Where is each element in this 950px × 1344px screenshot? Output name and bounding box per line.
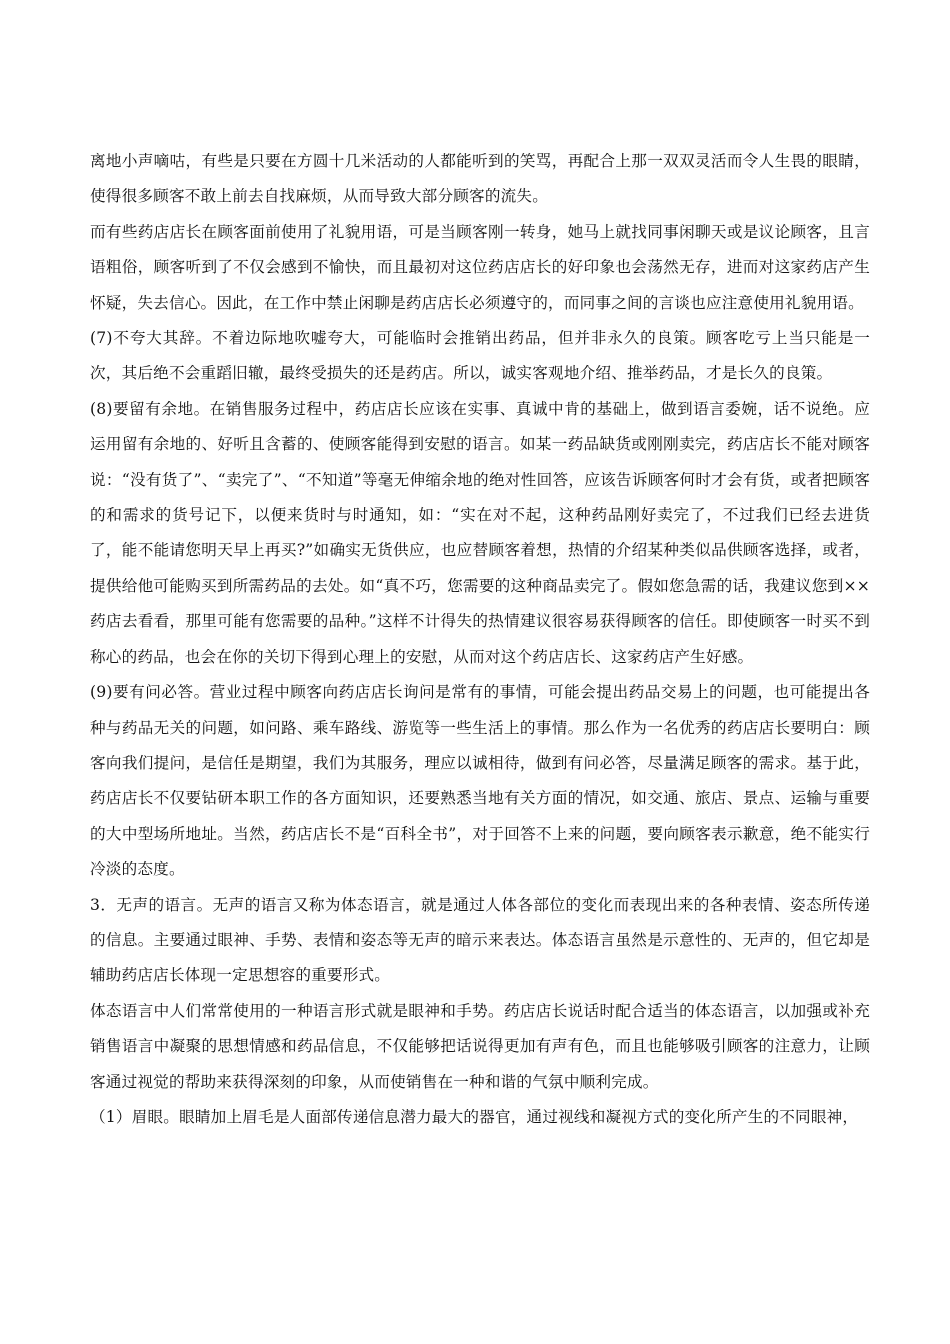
paragraph-item-9: (9)要有问必答。营业过程中顾客向药店店长询问是常有的事情，可能会提出药品交易上的问题，也可能提出各种与药品无关的问题，如问路、乘车路线、游览等一些生活上的事情。那么作为一名优秀的药店店长要明白：顾客向我们提问，是信任是期望，我们为其服务，理应以诚相待，做到有问必答，尽量满足顾客的需求。基于此，药店店长不仅要钻研本职工作的各方面知识，还要熟悉当地有关方面的情况，如交通、旅店、景点、运输与重要的大中型场所地址。当然，药店店长不是“百科全书”，对于回答不上来的问题，要向顾客表示歉意，绝不能实行冷淡的态度。 bbox=[90, 683, 870, 879]
paragraph-item-8: (8)要留有余地。在销售服务过程中，药店店长应该在实事、真诚中肯的基础上，做到语言委婉，话不说绝。应运用留有余地的、好听且含蓄的、使顾客能得到安慰的语言。如某一药品缺货或刚刚卖完，药店店长不能对顾客说：“没有货了”、“卖完了”、“不知道”等毫无伸缩余地的绝对性回答，应该告诉顾客何时才会有货，或者把顾客的和需求的货号记下，以便来货时与时通知，如：“实在对不起，这种药品刚好卖完了，不过我们已经去进货了，能不能请您明天早上再买?”如确实无货供应，也应替顾客着想，热情的介绍某种类似品供顾客选择，或者，提供给他可能购买到所需药品的去处。如“真不巧，您需要的这种商品卖完了。假如您急需的话，我建议您到××药店去看看，那里可能有您需要的品种。”这样不计得失的热情建议很容易获得顾客的信任。即使顾客一时买不到称心的药品，也会在你的关切下得到心理上的安慰，从而对这个药店店长、这家药店产生好感。 bbox=[90, 399, 870, 666]
paragraph-eyebrows-eyes: （1）眉眼。眼睛加上眉毛是人面部传递信息潜力最大的器官，通过视线和凝视方式的变化所产生的不同眼神， bbox=[90, 1107, 859, 1126]
paragraph-polite-language: 而有些药店店长在顾客面前使用了礼貌用语，可是当顾客刚一转身，她马上就找同事闲聊天或是议论顾客，且言语粗俗，顾客听到了不仅会感到不愉快，而且最初对这位药店店长的好印象也会荡然无存，进而对这家药店产生怀疑，失去信心。因此，在工作中禁止闲聊是药店店长必须遵守的，而同事之间的言谈也应注意使用礼貌用语。 bbox=[90, 222, 870, 312]
paragraph-continuation: 离地小声嘀咕，有些是只要在方圆十几米活动的人都能听到的笑骂，再配合上那一双双灵活而令人生畏的眼睛，使得很多顾客不敢上前去自找麻烦，从而导致大部分顾客的流失。 bbox=[90, 152, 870, 206]
paragraph-body-language: 体态语言中人们常常使用的一种语言形式就是眼神和手势。药店店长说话时配合适当的体态语言，以加强或补充销售语言中凝聚的思想情感和药品信息，不仅能够把话说得更加有声有色，而且也能够吸引顾客的注意力，让顾客通过视觉的帮助来获得深刻的印象，从而使销售在一种和谐的气氛中顺利完成。 bbox=[90, 1001, 870, 1091]
paragraph-item-7: (7)不夸大其辞。不着边际地吹嘘夸大，可能临时会推销出药品，但并非永久的良策。顾客吃亏上当只能是一次，其后绝不会重蹈旧辙，最终受损失的还是药店。所以，诚实客观地介绍、推举药品，才是长久的良策。 bbox=[90, 329, 870, 383]
document-page bbox=[90, 144, 870, 1135]
paragraph-section-3: 3．无声的语言。无声的语言又称为体态语言，就是通过人体各部位的变化而表现出来的各种表情、姿态所传递的信息。主要通过眼神、手势、表情和姿态等无声的暗示来表达。体态语言虽然是示意性的、无声的，但它却是辅助药店店长体现一定思想容的重要形式。 bbox=[90, 895, 870, 985]
